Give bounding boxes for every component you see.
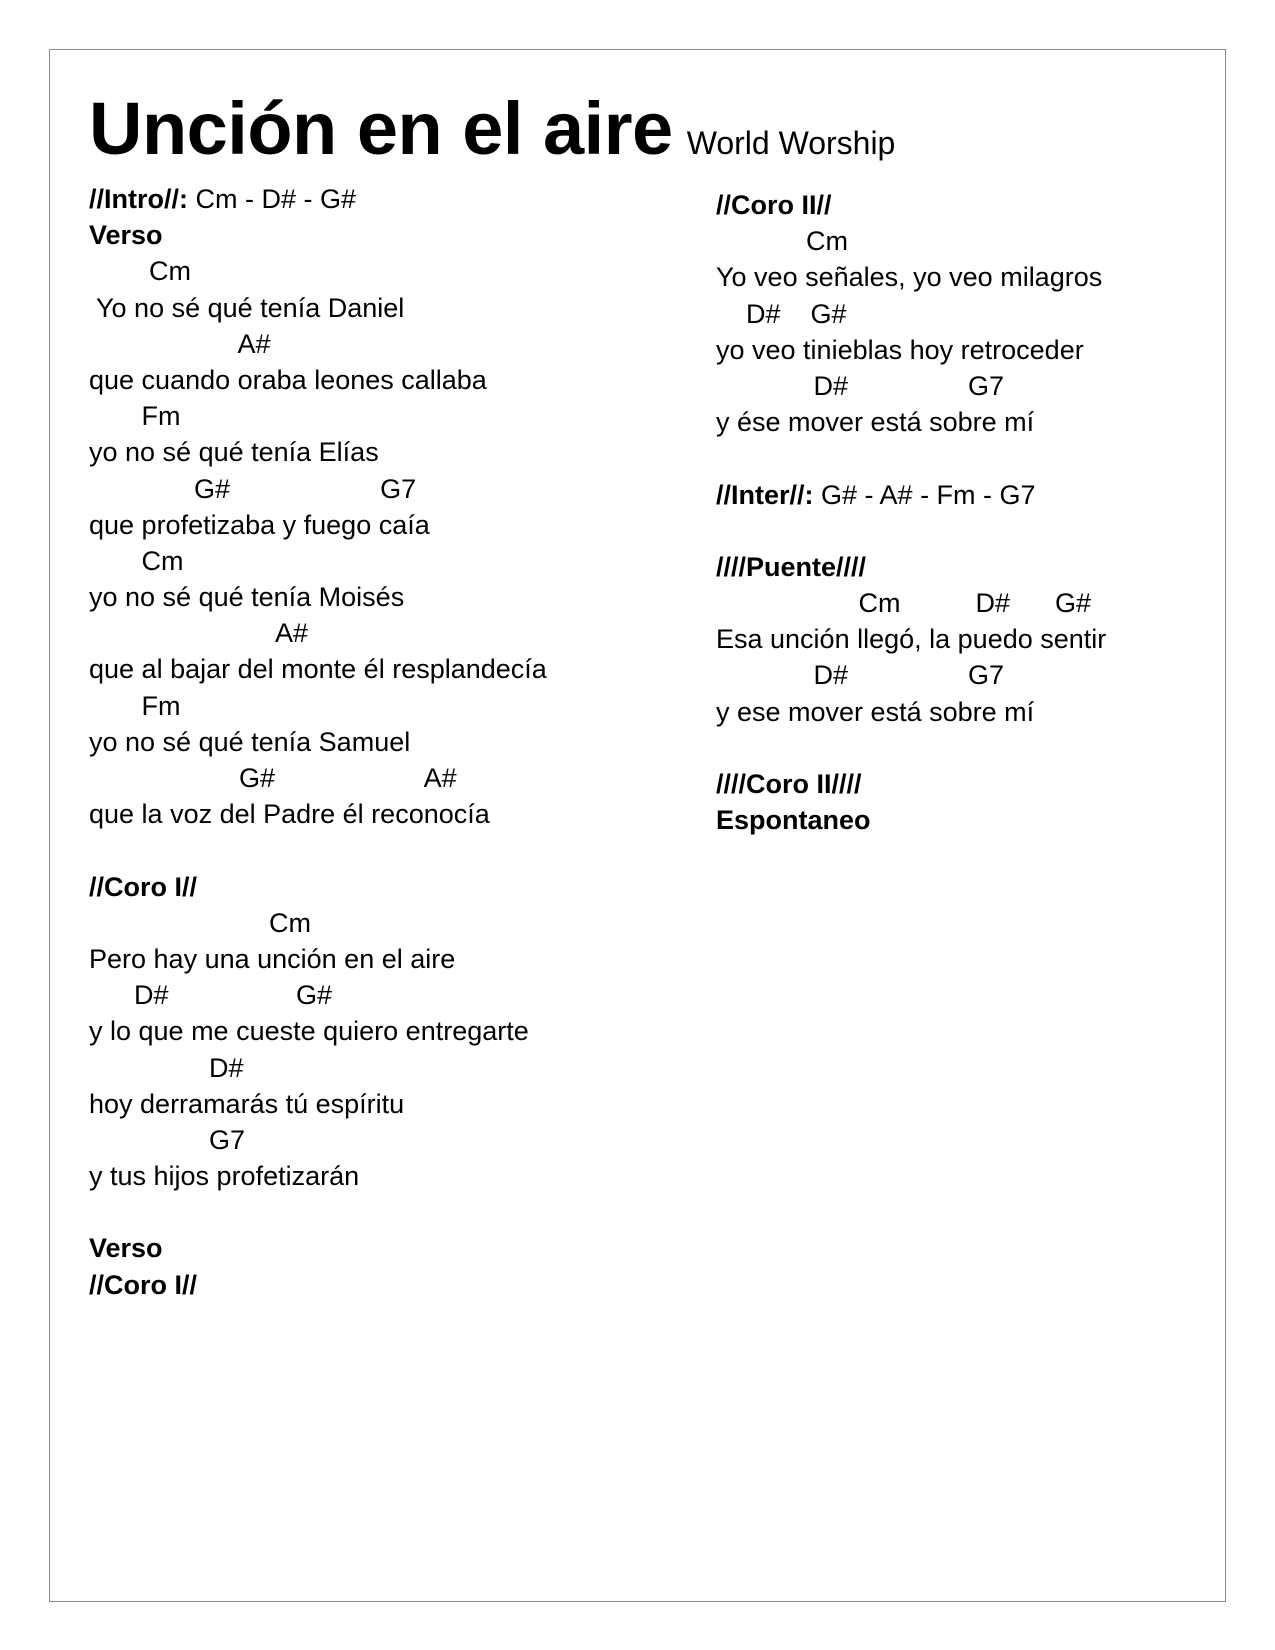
- line-text: y lo que me cueste quiero entregarte: [89, 1016, 529, 1047]
- line-text: yo no sé qué tenía Elías: [89, 437, 379, 468]
- lyric-line: [89, 688, 689, 724]
- lyric-line: [89, 290, 689, 326]
- lyric-line: [89, 1158, 689, 1194]
- lyric-line: [89, 181, 689, 217]
- line-text: yo veo tinieblas hoy retroceder: [716, 334, 1084, 365]
- line-text: A#: [89, 618, 309, 649]
- lyric-line: [89, 217, 689, 253]
- line-text: G7: [89, 1124, 246, 1155]
- line-text: Cm D# G#: [716, 588, 1092, 619]
- line-text: D# G7: [716, 370, 1005, 401]
- section-label: //Inter//:: [716, 479, 814, 510]
- line-text: que la voz del Padre él reconocía: [89, 799, 490, 830]
- line-text: Fm: [89, 690, 181, 721]
- lyric-line: [89, 326, 689, 362]
- line-text: y ése mover está sobre mí: [716, 407, 1035, 438]
- lyrics-left-column: [89, 181, 689, 1303]
- line-text: yo no sé qué tenía Moisés: [89, 582, 405, 613]
- lyric-line: [89, 507, 689, 543]
- lyric-line: [716, 766, 1216, 802]
- line-text: Cm - D# - G#: [187, 184, 356, 214]
- section-label: Verso: [89, 1233, 163, 1264]
- lyric-line: [716, 730, 1216, 766]
- lyric-line: [89, 651, 689, 687]
- line-text: que al bajar del monte él resplandecía: [89, 654, 547, 685]
- lyric-line: [89, 760, 689, 796]
- lyric-line: [89, 471, 689, 507]
- section-label: //Coro I//: [89, 871, 197, 902]
- line-text: hoy derramarás tú espíritu: [89, 1088, 405, 1119]
- section-label: Verso: [89, 220, 163, 251]
- lyric-line: [89, 1050, 689, 1086]
- lyric-line: [716, 549, 1216, 585]
- lyric-line: [89, 869, 689, 905]
- lyric-line: [89, 796, 689, 832]
- line-text: yo no sé qué tenía Samuel: [89, 726, 411, 757]
- lyric-line: [716, 621, 1216, 657]
- lyric-line: [89, 977, 689, 1013]
- lyric-line: [89, 1013, 689, 1049]
- lyric-line: [716, 259, 1216, 295]
- section-label: //Coro II//: [716, 190, 832, 220]
- section-label: ////Puente////: [716, 551, 867, 582]
- lyric-line: [89, 1230, 689, 1266]
- lyric-line: [716, 513, 1216, 549]
- section-label: ////Coro II////: [716, 769, 862, 799]
- lyric-line: [89, 1267, 689, 1303]
- line-text: D# G#: [716, 298, 847, 329]
- section-label: //Intro//:: [89, 184, 188, 214]
- lyric-line: [89, 941, 689, 977]
- song-title: Unción en el aire: [89, 87, 673, 170]
- line-text: Cm: [89, 256, 192, 287]
- lyric-line: [716, 694, 1216, 730]
- line-text: que profetizaba y fuego caía: [89, 509, 430, 540]
- line-text: Fm: [89, 401, 181, 432]
- line-text: G# G7: [89, 473, 417, 504]
- lyric-line: [716, 404, 1216, 440]
- lyric-line: [89, 615, 689, 651]
- section-label: //Coro I//: [89, 1269, 197, 1300]
- lyric-line: [89, 253, 689, 289]
- song-artist: World Worship: [686, 125, 896, 161]
- lyric-line: [89, 1086, 689, 1122]
- section-label: Espontaneo: [716, 805, 871, 836]
- lyric-line: [716, 296, 1216, 332]
- lyric-line: [89, 398, 689, 434]
- lyric-line: [89, 1122, 689, 1158]
- line-text: Cm: [716, 226, 849, 257]
- line-text: Yo no sé qué tenía Daniel: [89, 292, 405, 323]
- lyric-line: [89, 905, 689, 941]
- line-text: A#: [89, 328, 271, 359]
- lyric-line: [716, 657, 1216, 693]
- line-text: que cuando oraba leones callaba: [89, 364, 487, 395]
- line-text: G# A#: [89, 763, 457, 793]
- lyric-line: [716, 440, 1216, 476]
- line-text: y tus hijos profetizarán: [89, 1161, 360, 1192]
- line-text: D# G#: [89, 980, 333, 1011]
- line-text: Yo veo señales, yo veo milagros: [716, 262, 1103, 293]
- line-text: D# G7: [716, 660, 1005, 691]
- line-text: Pero hay una unción en el aire: [89, 943, 456, 974]
- line-text: Esa unción llegó, la puedo sentir: [716, 624, 1107, 655]
- lyric-line: [716, 332, 1216, 368]
- lyric-line: [89, 543, 689, 579]
- lyric-line: [89, 579, 689, 615]
- line-text: Cm: [89, 545, 184, 576]
- line-text: Cm: [89, 907, 312, 938]
- lyric-line: [716, 585, 1216, 621]
- lyric-line: [89, 832, 689, 868]
- title-row: [89, 86, 895, 171]
- lyric-line: [716, 802, 1216, 838]
- lyric-line: [716, 477, 1216, 513]
- lyric-line: [716, 223, 1216, 259]
- lyric-line: [89, 724, 689, 760]
- lyric-line: [89, 434, 689, 470]
- line-text: G# - A# - Fm - G7: [813, 479, 1036, 510]
- line-text: y ese mover está sobre mí: [716, 696, 1035, 727]
- lyric-line: [716, 368, 1216, 404]
- lyric-line: [89, 362, 689, 398]
- lyric-line: [89, 1194, 689, 1230]
- lyrics-right-column: [716, 187, 1216, 838]
- lyric-line: [716, 187, 1216, 223]
- line-text: D#: [89, 1052, 244, 1083]
